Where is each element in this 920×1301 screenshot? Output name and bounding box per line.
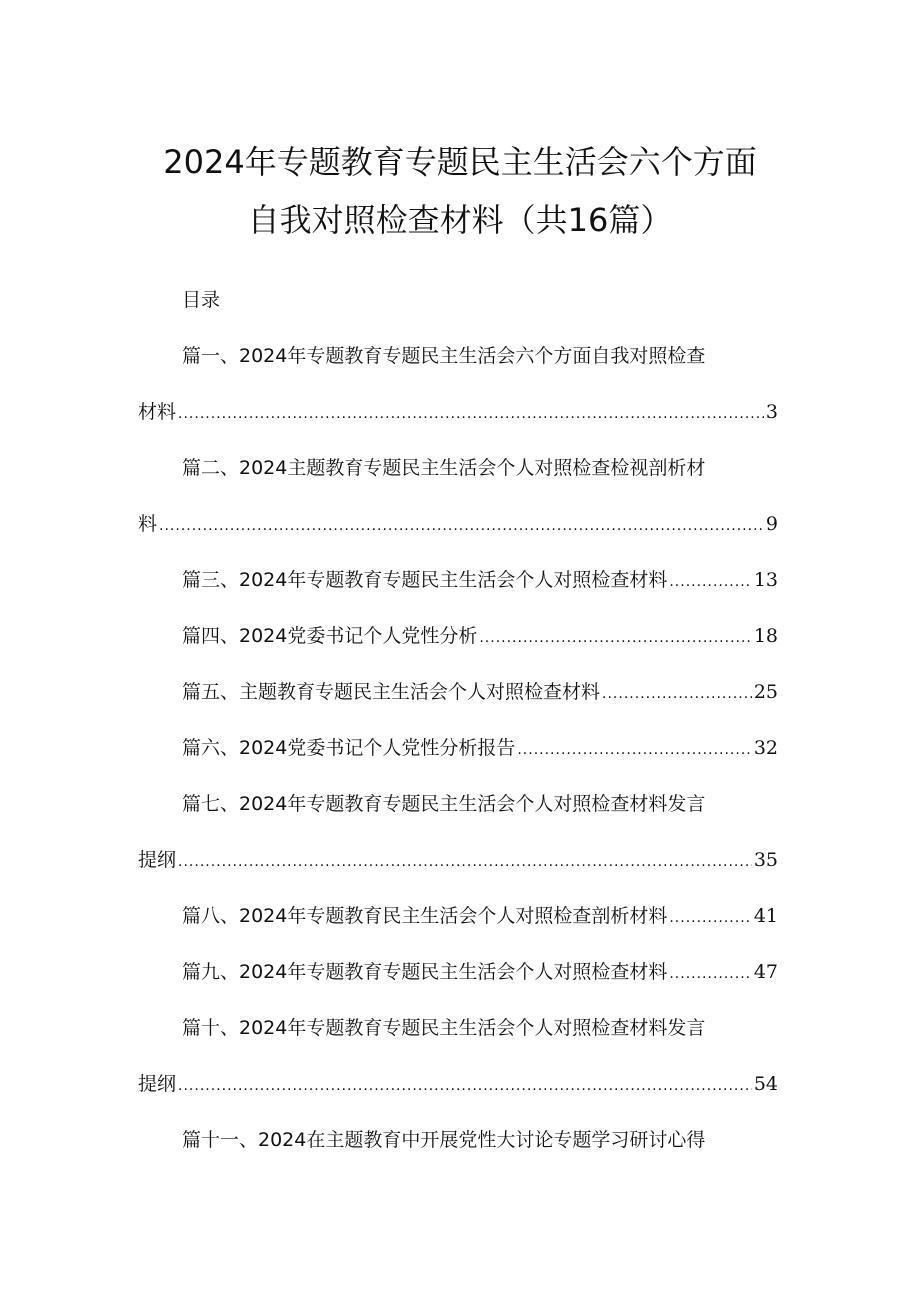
toc-entry-9-title: 篇九、2024年专题教育专题民主生活会个人对照检查材料 xyxy=(182,961,668,983)
toc-entry-2-page: 9 xyxy=(765,513,778,535)
toc-entry-6-title: 篇六、2024党委书记个人党性分析报告 xyxy=(182,737,516,759)
toc-leader-dots xyxy=(517,738,751,762)
toc-entry-7-title: 提纲 xyxy=(138,849,177,871)
toc-entry-10-page: 54 xyxy=(753,1073,778,1095)
toc-entry-3-page: 13 xyxy=(753,569,778,591)
toc-entry-1-line-1: 篇一、2024年专题教育专题民主生活会六个方面自我对照检查 xyxy=(182,345,706,367)
toc-entry-8-title: 篇八、2024年专题教育民主生活会个人对照检查剖析材料 xyxy=(182,905,668,927)
document-title-line-1: 2024年专题教育专题民主生活会六个方面 xyxy=(163,143,757,181)
toc-entry-11-line-1[interactable]: 篇十一、2024在主题教育中开展党性大讨论专题学习研讨心得 xyxy=(182,1129,706,1151)
toc-entry-7-page: 35 xyxy=(753,849,778,871)
toc-entry-3-title: 篇三、2024年专题教育专题民主生活会个人对照检查材料 xyxy=(182,569,668,591)
toc-entry-10[interactable] xyxy=(138,1072,778,1098)
toc-entry-9[interactable] xyxy=(182,960,778,986)
toc-entry-5-title: 篇五、主题教育专题民主生活会个人对照检查材料 xyxy=(182,681,601,703)
toc-entry-1-title: 材料 xyxy=(138,401,177,423)
toc-leader-dots xyxy=(669,906,751,930)
toc-entry-6-page: 32 xyxy=(753,737,778,759)
toc-entry-6[interactable] xyxy=(182,736,778,762)
toc-entry-3[interactable] xyxy=(182,568,778,594)
document-title-line-2: 自我对照检查材料（共16篇） xyxy=(247,201,673,239)
toc-entry-7[interactable] xyxy=(138,848,778,874)
toc-leader-dots xyxy=(479,626,751,650)
toc-leader-dots xyxy=(178,850,752,874)
toc-entry-8-page: 41 xyxy=(753,905,778,927)
toc-entry-5[interactable] xyxy=(182,680,778,706)
toc-entry-9-page: 47 xyxy=(753,961,778,983)
toc-entry-4[interactable] xyxy=(182,624,778,650)
toc-entry-4-title: 篇四、2024党委书记个人党性分析 xyxy=(182,625,478,647)
toc-entry-1-page: 3 xyxy=(765,401,778,423)
toc-leader-dots xyxy=(178,1074,752,1098)
toc-leader-dots xyxy=(669,570,751,594)
toc-entry-7-line-1: 篇七、2024年专题教育专题民主生活会个人对照检查材料发言 xyxy=(182,793,706,815)
toc-entry-10-title: 提纲 xyxy=(138,1073,177,1095)
toc-leader-dots xyxy=(669,962,751,986)
toc-entry-2-line-1: 篇二、2024主题教育专题民主生活会个人对照检查检视剖析材 xyxy=(182,457,706,479)
toc-entry-8[interactable] xyxy=(182,904,778,930)
toc-leader-dots xyxy=(602,682,752,706)
toc-leader-dots xyxy=(178,402,764,426)
toc-entry-4-page: 18 xyxy=(753,625,778,647)
toc-heading: 目录 xyxy=(182,289,221,311)
toc-leader-dots xyxy=(159,514,764,538)
toc-entry-1[interactable] xyxy=(138,400,778,426)
toc-entry-2[interactable] xyxy=(138,512,778,538)
toc-entry-10-line-1: 篇十、2024年专题教育专题民主生活会个人对照检查材料发言 xyxy=(182,1017,706,1039)
toc-entry-2-title: 料 xyxy=(138,513,158,535)
toc-entry-5-page: 25 xyxy=(753,681,778,703)
